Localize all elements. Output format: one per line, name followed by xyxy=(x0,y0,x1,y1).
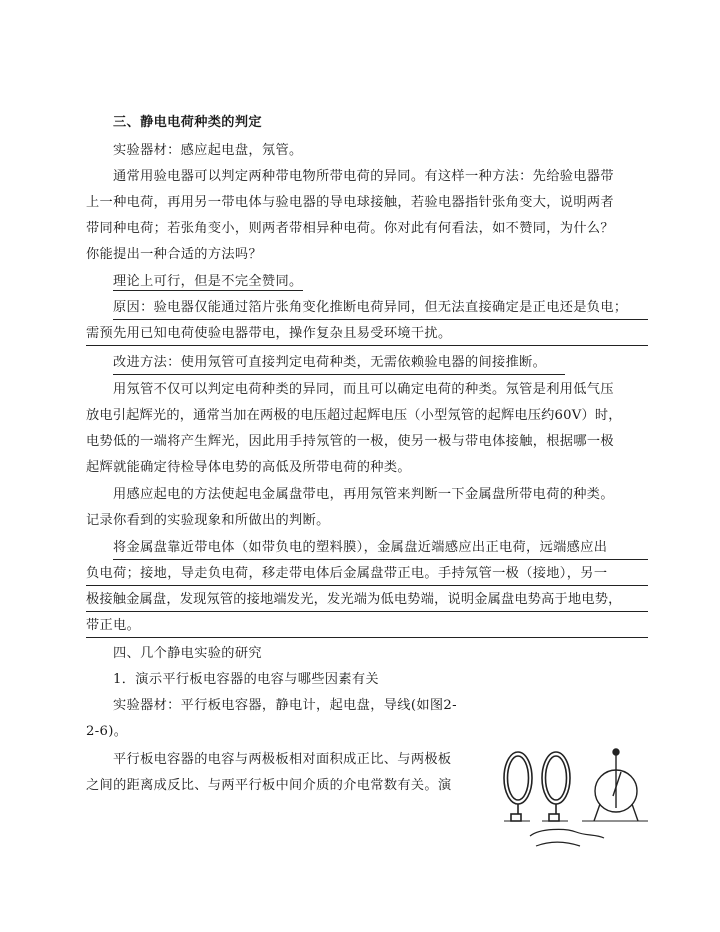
paragraph-line: 记录你看到的实验现象和所做出的判断。 xyxy=(86,513,330,528)
answer-line xyxy=(86,324,648,346)
paragraph-line: 电势低的一端将产生辉光，因此用手持氖管的一极，使另一极与带电体接触，根据哪一极 xyxy=(86,434,614,449)
answer-line xyxy=(113,353,565,375)
answer-text: 负电荷；接地，导走负电荷，移走带电体后金属盘带正电。手持氖管一极（接地），另一 xyxy=(86,564,648,586)
answer-text: 理论上可行，但是不完全赞同。 xyxy=(113,274,303,289)
paragraph-line: 起辉就能确定待检导体电势的高低及所带电荷的种类。 xyxy=(86,460,411,475)
capacitor-plate-left xyxy=(504,752,532,821)
capacitor-electrometer-figure xyxy=(496,748,652,852)
answer-line xyxy=(113,298,648,320)
answer-text: 将金属盘靠近带电体（如带负电的塑料膜），金属盘近端感应出正电荷，远端感应出 xyxy=(113,538,648,560)
section-4-title: 四、几个静电实验的研究 xyxy=(113,646,262,661)
answer-text: 带正电。 xyxy=(86,616,648,638)
section-4-subtitle: 1．演示平行板电容器的电容与哪些因素有关 xyxy=(113,672,379,687)
paragraph-line: 通常用验电器可以判定两种带电物所带电荷的异同。有这样一种方法：先给验电器带 xyxy=(113,169,614,184)
answer-text: 极接触金属盘，发现氖管的接地端发光，发光端为低电势端，说明金属盘电势高于地电势， xyxy=(86,590,648,612)
paragraph-line: 上一种电荷，再用另一带电体与验电器的导电球接触，若验电器指针张角变大，说明两者 xyxy=(86,195,614,210)
answer-line xyxy=(86,616,648,638)
paragraph-line: 用氖管不仅可以判定电荷种类的异同，而且可以确定电荷的种类。氖管是利用低气压 xyxy=(113,382,614,397)
section-4-equipment: 2-6)。 xyxy=(86,724,128,739)
answer-line xyxy=(86,590,648,612)
answer-text: 原因：验电器仅能通过箔片张角变化推断电荷异同，但无法直接确定是正电还是负电； xyxy=(113,298,648,320)
section-3-title: 三、静电电荷种类的判定 xyxy=(113,115,262,130)
answer-line xyxy=(113,272,303,292)
answer-line xyxy=(113,538,648,560)
answer-text: 改进方法：使用氖管可直接判定电荷种类，无需依赖验电器的间接推断。 xyxy=(113,353,565,375)
paragraph-line: 你能提出一种合适的方法吗？ xyxy=(86,247,262,262)
section-3-equipment: 实验器材：感应起电盘，氖管。 xyxy=(113,143,303,158)
capacitor-plate-right xyxy=(542,752,570,821)
electrometer xyxy=(582,749,648,821)
paragraph-line: 用感应起电的方法使起电金属盘带电，再用氖管来判断一下金属盘所带电荷的种类。 xyxy=(113,487,614,502)
answer-line xyxy=(86,564,648,586)
answer-text: 需预先用已知电荷使验电器带电，操作复杂且易受环境干扰。 xyxy=(86,324,648,346)
connecting-wires xyxy=(530,829,604,846)
section-4-equipment: 实验器材：平行板电容器，静电计，起电盘，导线(如图2- xyxy=(113,698,457,713)
paragraph-line: 之间的距离成反比、与两平行板中间介质的介电常数有关。演 xyxy=(86,778,452,793)
paragraph-line: 放电引起辉光的，通常当加在两极的电压超过起辉电压（小型氖管的起辉电压约60V）时， xyxy=(86,408,622,423)
paragraph-line: 平行板电容器的电容与两极板相对面积成正比、与两极板 xyxy=(113,752,452,767)
paragraph-line: 带同种电荷；若张角变小，则两者带相异种电荷。你对此有何看法，如不赞同，为什么？ xyxy=(86,221,614,236)
